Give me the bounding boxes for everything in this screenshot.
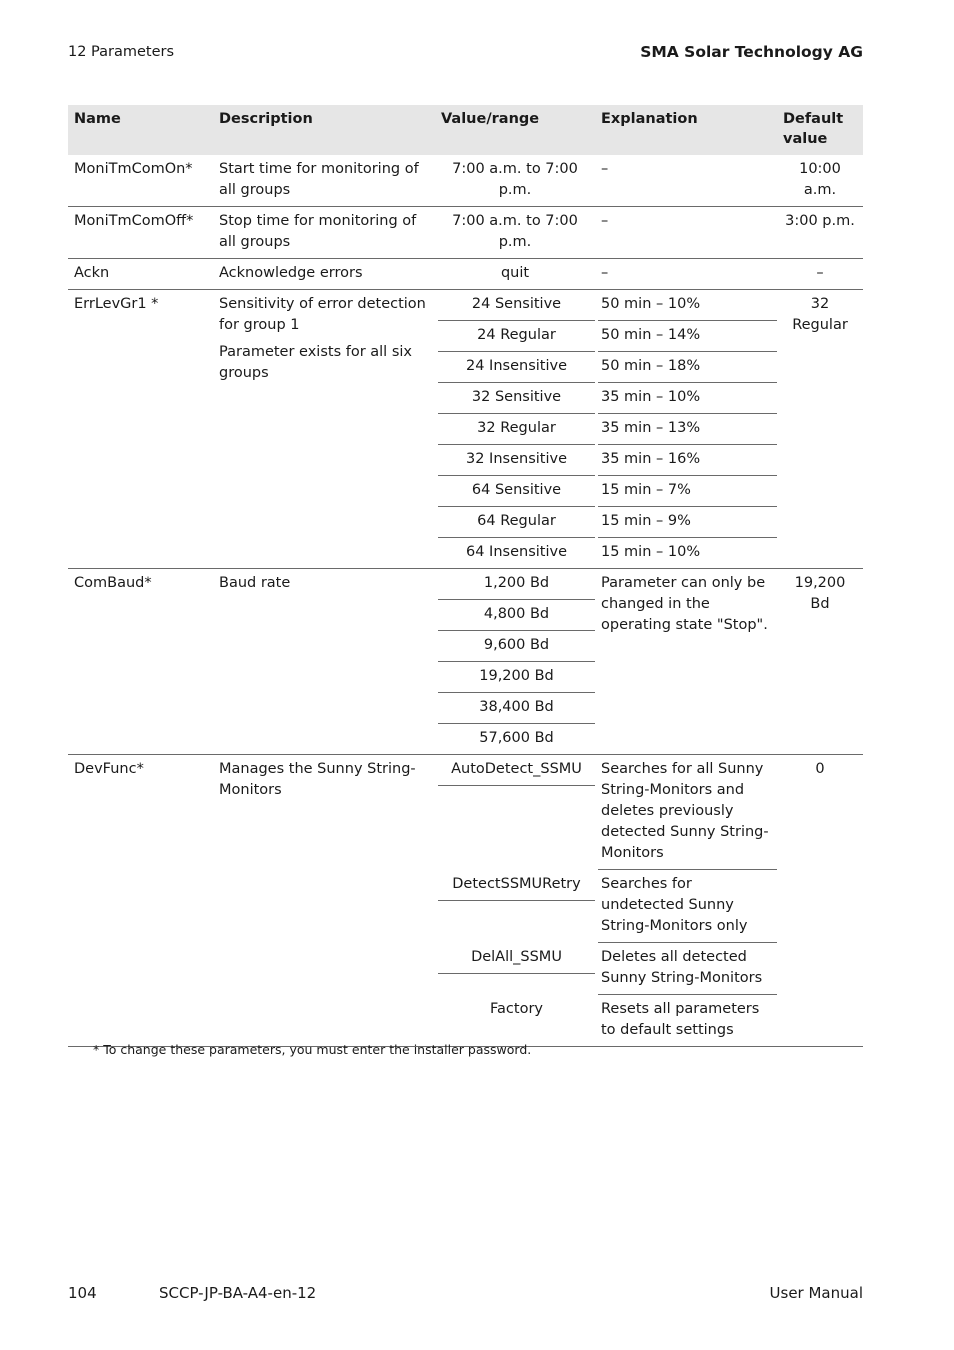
company-name: SMA Solar Technology AG: [640, 43, 863, 61]
option-value: 32 Sensitive: [438, 383, 595, 414]
option-value-cell: [435, 870, 595, 943]
param-default: 3:00 p.m.: [777, 207, 863, 259]
param-description: Stop time for monitoring of all groups: [213, 207, 435, 259]
option-explanation-cell: [595, 755, 777, 871]
option-explanation-cell: [595, 414, 777, 445]
param-name: MoniTmComOff*: [68, 207, 213, 259]
option-value: 57,600 Bd: [479, 730, 554, 746]
option-value-cell: [435, 662, 595, 693]
option-value: Factory: [490, 1001, 543, 1017]
option-explanation: 50 min – 10%: [598, 290, 777, 321]
option-value: 64 Sensitive: [438, 476, 595, 507]
param-name: ComBaud*: [68, 569, 213, 755]
param-description: [213, 290, 435, 569]
param-description: Manages the Sunny String-Monitors: [213, 755, 435, 1047]
option-explanation: 15 min – 9%: [598, 507, 777, 538]
param-explanation: –: [595, 259, 777, 290]
param-default: 0: [777, 755, 863, 1047]
option-value: DetectSSMURetry: [438, 870, 595, 901]
col-header-description: Description: [213, 105, 435, 155]
option-value-cell: [435, 383, 595, 414]
param-explanation: –: [595, 155, 777, 207]
option-explanation: 35 min – 10%: [598, 383, 777, 414]
option-explanation-cell: [595, 321, 777, 352]
option-value: 38,400 Bd: [438, 693, 595, 724]
document-id: SCCP-JP-BA-A4-en-12: [159, 1284, 317, 1302]
option-explanation-cell: [595, 476, 777, 507]
param-default: 19,200 Bd: [777, 569, 863, 755]
table-row: [68, 755, 863, 871]
param-default: 32 Regular: [777, 290, 863, 569]
option-explanation-cell: [595, 507, 777, 538]
param-name: Ackn: [68, 259, 213, 290]
option-explanation: Searches for all Sunny String-Monitors and deletes previously detected Sunny String-Monitors: [598, 755, 777, 870]
option-value-cell: [435, 507, 595, 538]
option-explanation-cell: [595, 538, 777, 569]
option-value-cell: [435, 476, 595, 507]
option-value: 32 Regular: [438, 414, 595, 445]
option-explanation-cell: [595, 383, 777, 414]
option-value: 24 Regular: [438, 321, 595, 352]
parameters-table: [68, 105, 863, 1047]
param-default: 10:00 a.m.: [777, 155, 863, 207]
param-description: Baud rate: [213, 569, 435, 755]
option-value: 1,200 Bd: [438, 569, 595, 600]
option-value: AutoDetect_SSMU: [438, 755, 595, 786]
option-explanation: Searches for undetected Sunny String-Monitors only: [598, 870, 777, 943]
param-description-note: Parameter exists for all six groups: [219, 344, 412, 381]
param-value: quit: [435, 259, 595, 290]
col-header-name: Name: [68, 105, 213, 155]
option-value: 64 Insensitive: [466, 544, 567, 560]
col-header-value: Value/range: [435, 105, 595, 155]
option-value-cell: [435, 600, 595, 631]
table-row: [68, 155, 863, 207]
option-explanation-cell: [595, 352, 777, 383]
param-description: Start time for monitoring of all groups: [213, 155, 435, 207]
option-explanation: Deletes all detected Sunny String-Monitors: [598, 943, 777, 995]
option-value-cell: [435, 631, 595, 662]
option-value-cell: [435, 352, 595, 383]
footnote: * To change these parameters, you must enter the installer password.: [93, 1042, 532, 1057]
option-explanation: 35 min – 16%: [598, 445, 777, 476]
param-explanation: Parameter can only be changed in the operating state "Stop".: [595, 569, 777, 755]
option-explanation: 15 min – 10%: [601, 544, 701, 560]
param-value: 7:00 a.m. to 7:00 p.m.: [435, 155, 595, 207]
param-description: Acknowledge errors: [213, 259, 435, 290]
param-name: DevFunc*: [68, 755, 213, 1047]
option-value: 19,200 Bd: [438, 662, 595, 693]
option-value-cell: [435, 414, 595, 445]
table-row: [68, 569, 863, 601]
option-explanation-cell: [595, 445, 777, 476]
col-header-explanation: Explanation: [595, 105, 777, 155]
option-explanation-cell: [595, 995, 777, 1047]
option-value-cell: [435, 290, 595, 322]
option-explanation-cell: [595, 290, 777, 322]
param-value: 7:00 a.m. to 7:00 p.m.: [435, 207, 595, 259]
option-explanation-cell: [595, 943, 777, 995]
page-number: 104: [68, 1284, 97, 1302]
option-value: 32 Insensitive: [438, 445, 595, 476]
option-explanation-cell: [595, 870, 777, 943]
param-name: ErrLevGr1 *: [68, 290, 213, 569]
col-header-default: Default value: [777, 105, 863, 155]
option-value-cell: [435, 445, 595, 476]
option-value: 64 Regular: [438, 507, 595, 538]
option-explanation: 15 min – 7%: [598, 476, 777, 507]
section-title: 12 Parameters: [68, 44, 175, 60]
option-explanation: Resets all parameters to default settings: [601, 1001, 760, 1038]
param-explanation: –: [595, 207, 777, 259]
option-value-cell: [435, 755, 595, 871]
option-value: DelAll_SSMU: [438, 943, 595, 974]
table-row: [68, 259, 863, 290]
option-value-cell: [435, 693, 595, 724]
option-value: 24 Sensitive: [438, 290, 595, 321]
param-default: –: [777, 259, 863, 290]
param-name: MoniTmComOn*: [68, 155, 213, 207]
table-header-row: [68, 105, 863, 155]
document-type: User Manual: [769, 1284, 863, 1302]
option-value-cell: [435, 538, 595, 569]
option-value-cell: [435, 995, 595, 1047]
option-value-cell: [435, 724, 595, 755]
param-description-main: Sensitivity of error detection for group 1: [219, 296, 426, 333]
option-value: 24 Insensitive: [438, 352, 595, 383]
option-value: 4,800 Bd: [438, 600, 595, 631]
option-value: 9,600 Bd: [438, 631, 595, 662]
option-value-cell: [435, 569, 595, 601]
option-explanation: 50 min – 14%: [598, 321, 777, 352]
option-explanation: 50 min – 18%: [598, 352, 777, 383]
table-row: [68, 290, 863, 322]
table-row: [68, 207, 863, 259]
option-explanation: 35 min – 13%: [598, 414, 777, 445]
option-value-cell: [435, 943, 595, 995]
option-value-cell: [435, 321, 595, 352]
